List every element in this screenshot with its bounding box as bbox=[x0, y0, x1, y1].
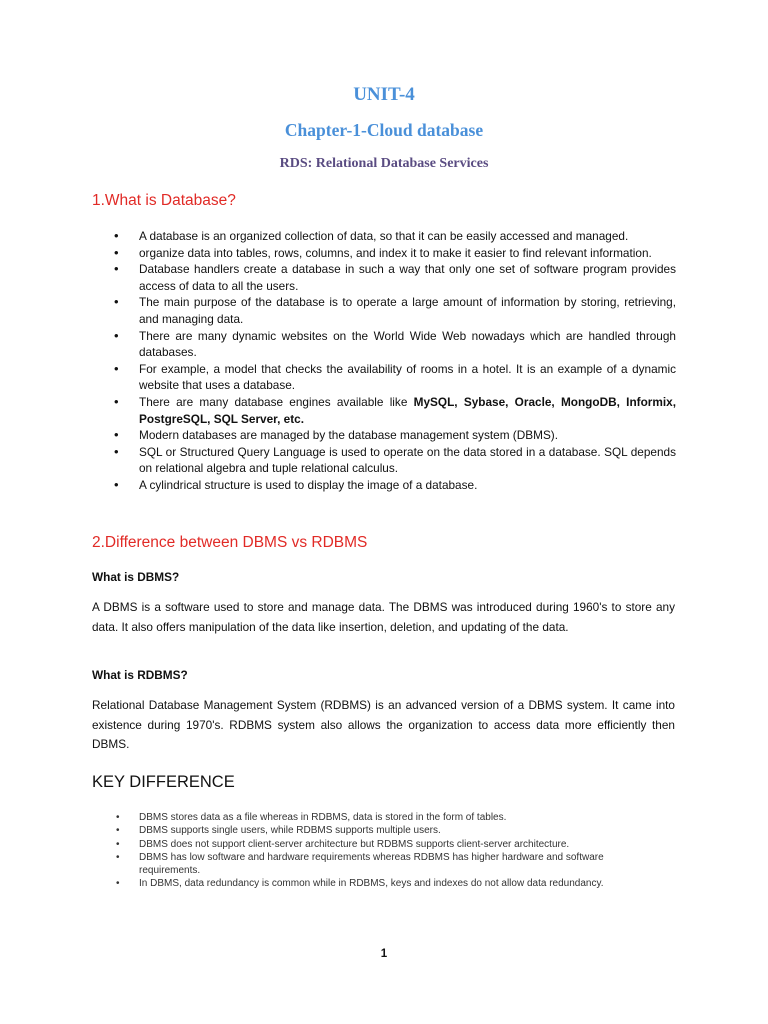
key-difference-heading: KEY DIFFERENCE bbox=[92, 773, 235, 791]
rds-subtitle: RDS: Relational Database Services bbox=[279, 156, 489, 171]
what-is-rdbms-heading: What is RDBMS? bbox=[92, 668, 188, 682]
list-item: • A database is an organized collection of data, so that it can be easily accessed and managed. bbox=[92, 228, 676, 245]
list-item: • DBMS stores data as a file whereas in RDBMS, data is stored in the form of tables. bbox=[92, 812, 652, 825]
list-item: • Modern databases are managed by the database management system (DBMS). bbox=[92, 427, 676, 444]
what-is-dbms-heading: What is DBMS? bbox=[92, 570, 180, 584]
list-item: • Database handlers create a database in such a way that only one set of software program provides access of data to all the users. bbox=[92, 261, 676, 294]
list-item: • DBMS has low software and hardware requirements whereas RDBMS has higher hardware and software requirements. bbox=[92, 852, 652, 878]
dbms-paragraph: A DBMS is a software used to store and manage data. The DBMS was introduced during 1960's to store any data. It also offers manipulation of the data like insertion, deletion, and updating of the data. bbox=[92, 600, 675, 634]
section-heading-what-is-database: 1.What is Database? bbox=[92, 192, 236, 209]
list-item: • DBMS supports single users, while RDBMS supports multiple users. bbox=[92, 825, 652, 838]
rdbms-paragraph: Relational Database Management System (RDBMS) is an advanced version of a DBMS system. It came into existence during 1970's. RDBMS system also allows the organization to access data more efficiently then DBMS. bbox=[92, 698, 675, 752]
chapter-title: Chapter-1-Cloud database bbox=[284, 120, 484, 140]
list-item: • In DBMS, data redundancy is common while in RDBMS, keys and indexes do not allow data redundancy. bbox=[92, 878, 652, 891]
unit-title: UNIT-4 bbox=[353, 84, 415, 105]
key-difference-list bbox=[92, 812, 652, 891]
database-bullet-list bbox=[92, 228, 676, 494]
page-number: 1 bbox=[380, 948, 388, 960]
list-item: • A cylindrical structure is used to display the image of a database. bbox=[92, 477, 676, 494]
list-item: • The main purpose of the database is to operate a large amount of information by storing, retrieving, and managing data. bbox=[92, 294, 676, 327]
section-heading-dbms-vs-rdbms: 2.Difference between DBMS vs RDBMS bbox=[92, 534, 368, 551]
list-item bbox=[92, 394, 676, 427]
list-item: • SQL or Structured Query Language is used to operate on the data stored in a database. SQL depends on relational algebra and tuple relational calculus. bbox=[92, 444, 676, 477]
list-item: • There are many dynamic websites on the World Wide Web nowadays which are handled through databases. bbox=[92, 328, 676, 361]
list-item: • organize data into tables, rows, columns, and index it to make it easier to find relevant information. bbox=[92, 245, 676, 262]
database-engines-bold: MySQL, Sybase, Oracle, MongoDB, Informix, PostgreSQL, SQL Server, etc. bbox=[139, 394, 676, 426]
list-item: • For example, a model that checks the availability of rooms in a hotel. It is an example of a dynamic website that uses a database. bbox=[92, 361, 676, 394]
list-item: • DBMS does not support client-server architecture but RDBMS supports client-server architecture. bbox=[92, 839, 652, 852]
list-item-text: There are many database engines available like bbox=[139, 394, 414, 409]
